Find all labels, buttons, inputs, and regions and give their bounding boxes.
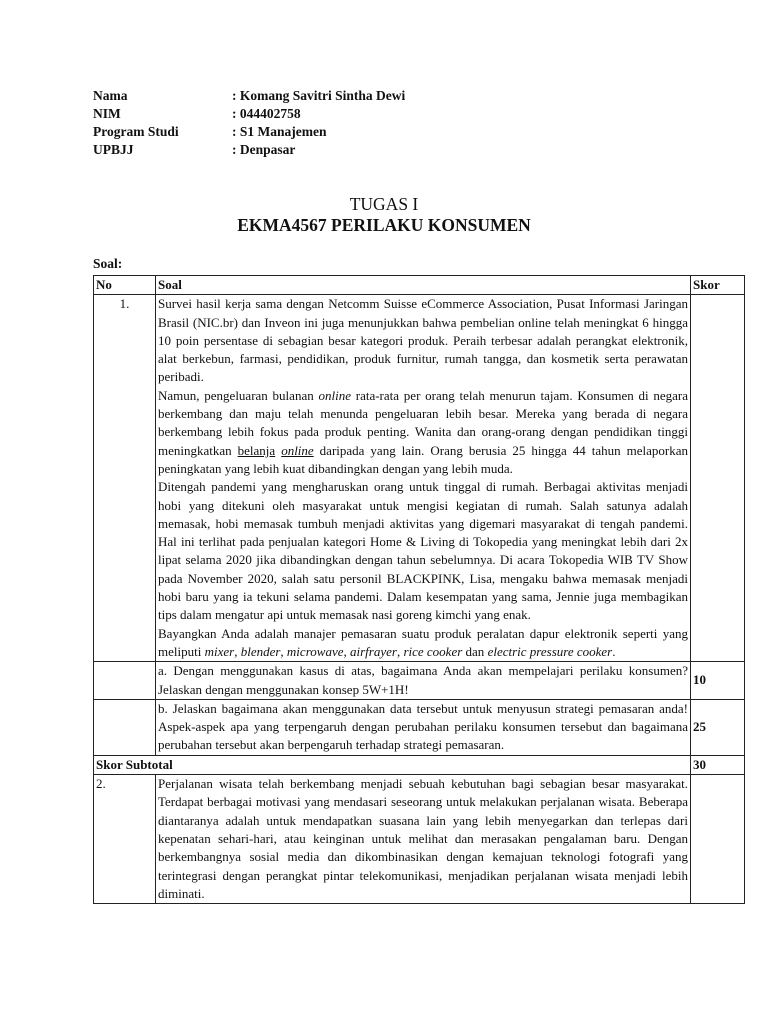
info-value: : S1 Manajemen — [232, 124, 327, 139]
subtotal-label: Skor Subtotal — [94, 755, 691, 774]
student-info — [93, 87, 593, 159]
product-term: cooker — [576, 643, 613, 659]
info-label: Program Studi — [93, 124, 179, 139]
product-term: electric pressure — [487, 643, 574, 659]
question-2-case: Perjalanan wisata telah berkembang menjadi sebuah kebutuhan bagi sebagian besar masyarakat. Terdapat berbagai motivasi yang mendasari seseorang untuk melakukan perjalanan wisata. Beberapa diantaranya adalah untuk mendapatkan suasana lain yang lebih menyegarkan dan terlepas dari kepenatan sehari-hari, atau keinginan untuk melihat dan merasakan pengalaman baru. Dengan berkembangnya sosial media dan dikombinasikan dengan kemajuan teknologi fotografi yang terintegrasi dengan perangkat pintar telekomunikasi, menjadikan perjalanan wisata menjadi lebih diminati. — [156, 775, 691, 904]
info-row-upbjj — [93, 141, 593, 159]
question-1-case — [156, 295, 691, 662]
table-row-q1 — [94, 295, 745, 662]
document-subtitle: EKMA4567 PERILAKU KONSUMEN — [237, 215, 531, 235]
info-row-program-studi — [93, 123, 593, 141]
table-row-q1b — [94, 699, 745, 755]
skor-value: 10 — [691, 662, 745, 700]
info-label: UPBJJ — [93, 142, 134, 157]
info-value: : Komang Savitri Sintha Dewi — [232, 88, 406, 103]
info-row-nama — [93, 87, 593, 105]
text-separator: , — [280, 643, 287, 659]
header-no: No — [94, 276, 156, 295]
text-separator: , — [396, 643, 404, 659]
text-link-italic[interactable]: online — [281, 442, 314, 458]
skor-value: 25 — [691, 699, 745, 755]
product-term: blender — [240, 643, 281, 659]
product-term: airfrayer — [349, 643, 397, 659]
text-link[interactable]: belanja — [237, 442, 276, 458]
case-paragraph: Ditengah pandemi yang mengharuskan orang untuk tinggal di rumah. Berbagai aktivitas menjadi hobi yang ditekuni oleh masyarakat untuk mengisi kegiatan di rumah. Salah satunya adalah memasak, hobi memasak tumbuh menjadi aktivitas yang digemari masyarakat di tengah pandemi. Hal ini terlihat pada penjualan kategori Home & Living di Tokopedia yang meningkat lebih dari 2x lipat selama 2020 jika dibandingkan dengan tahun sebelumnya. Di acara Tokopedia WIB TV Show pada November 2020, salah satu personil BLACKPINK, Lisa, mengaku bahwa memasak menjadi hobi baru yang ia tekuni selama pandemi. Dalam kesempatan yang sama, Jennie juga membagikan tips dalam mengatur api untuk memasak nasi goreng kimchi yang enak. — [158, 479, 688, 623]
text-run: daripada yang lain. Orang berusia 25 hingga 44 tahun melaporkan peningkatan yang lebih kuat dibandingkan dengan yang lebih muda. — [158, 442, 689, 476]
text-run-italic: online — [318, 387, 351, 403]
question-number: 2. — [94, 775, 156, 904]
text-run: . — [612, 643, 616, 659]
text-run: Namun, pengeluaran bulanan — [158, 387, 319, 403]
case-paragraph — [158, 625, 688, 662]
table-row-q2 — [94, 775, 745, 904]
question-number: 1. — [94, 295, 156, 662]
info-row-nim — [93, 105, 593, 123]
info-label: NIM — [93, 106, 121, 121]
text-separator: , — [343, 643, 350, 659]
skor-cell-empty — [691, 295, 745, 662]
product-term: rice cooker — [403, 643, 463, 659]
header-soal: Soal — [156, 276, 691, 295]
subtotal-skor: 30 — [691, 755, 745, 774]
case-paragraph — [158, 387, 688, 478]
table-header-row — [94, 276, 745, 295]
skor-cell-empty — [691, 775, 745, 904]
case-paragraph: Survei hasil kerja sama dengan Netcomm Suisse eCommerce Association, Pusat Informasi Jaringan Brasil (NIC.br) dan Inveon ini juga menunjukkan bahwa pembelian online telah meningkat 6 hingga 10 poin persentase di sebagian besar kategori produk. Peraih terbesar adalah perangkat elektronik, alat berkebun, farmasi, pendidikan, produk furnitur, rumah tangga, dan kosmetik serta perawatan peribadi. — [158, 296, 688, 385]
text-run: Bayangkan Anda adalah manajer pemasaran suatu produk peralatan dapur elektronik seperti yang meliputi — [158, 625, 688, 659]
info-label: Nama — [93, 88, 128, 103]
product-term: mixer — [204, 643, 235, 659]
product-term: microwave — [286, 643, 344, 659]
info-value: : Denpasar — [232, 142, 296, 157]
question-number-empty — [94, 699, 156, 755]
question-table — [93, 275, 745, 904]
header-skor: Skor — [691, 276, 745, 295]
question-1a: a. Dengan menggunakan kasus di atas, bagaimana Anda akan mempelajari perilaku konsumen? Jelaskan dengan menggunakan konsep 5W+1H! — [156, 662, 691, 700]
question-1b: b. Jelaskan bagaimana akan menggunakan data tersebut untuk menyusun strategi pemasaran anda! Aspek-aspek apa yang terpengaruh dengan perubahan perilaku konsumen tersebut dan bagaimana perubahan tersebut akan berpengaruh terhadap strategi pemasaran. — [156, 699, 691, 755]
document-title: TUGAS I — [349, 194, 419, 214]
text-run: dan — [462, 643, 488, 659]
soal-label: Soal: — [93, 256, 123, 271]
text-separator: , — [234, 643, 241, 659]
question-number-empty — [94, 662, 156, 700]
text-run: rata-rata per orang telah menurun tajam. Konsumen di negara berkembang dan maju telah menunda pengeluaran lebih besar. Mereka yang berada di negara berkembang lebih fokus pada produk penting. Wanita dan orang-orang dengan pendidikan tinggi meningkatkan — [158, 387, 688, 458]
info-value: : 044402758 — [232, 106, 301, 121]
table-row-q1a — [94, 662, 745, 700]
table-row-subtotal — [94, 755, 745, 774]
